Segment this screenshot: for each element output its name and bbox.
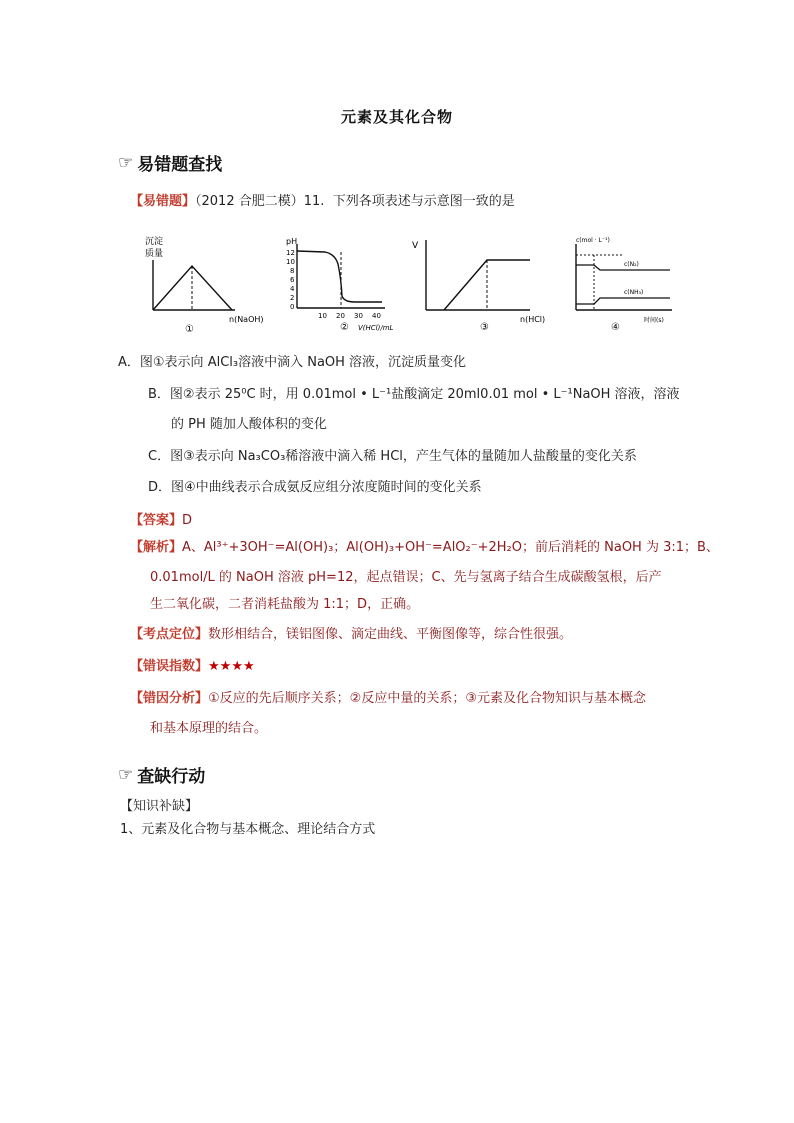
pointing-hand-icon: ☞ [118, 152, 134, 173]
fig2-y-tick: 0 [290, 303, 295, 311]
answer-line [130, 506, 192, 536]
fig2-x-tick: 30 [354, 312, 363, 320]
page-title: 元素及其化合物 [340, 108, 453, 126]
analysis-text-1: A、Al³⁺+3OH⁻=Al(OH)₃；Al(OH)₃+OH⁻=AlO₂⁻+2H₂O；前后消耗的 NaOH 为 3:1；B、 [182, 540, 719, 555]
fig4-series-1-label: c(N₂) [624, 261, 639, 268]
error-cause-text-1: ①反应的先后顺序关系；②反应中量的关系；③元素及化合物知识与基本概念 [208, 691, 646, 706]
answer-tag: 【答案】 [130, 513, 183, 528]
fig4-series-1-line [576, 265, 670, 270]
knowledge-item-1: 1、元素及化合物与基本概念、理论结合方式 [120, 822, 376, 837]
fig2-y-tick: 2 [290, 294, 295, 302]
fig2-y-tick: 12 [286, 249, 295, 257]
figure-strip [145, 230, 685, 350]
exam-point-line [130, 620, 572, 650]
fig2-x-label: V(HCl)/mL [358, 324, 394, 332]
figure-3 [412, 230, 560, 350]
figure-1 [145, 230, 285, 350]
fig2-x-tick: 40 [372, 312, 381, 320]
fig2-number: ② [340, 322, 349, 333]
figure-4 [572, 230, 685, 350]
figure-2 [280, 230, 410, 350]
pointing-hand-icon: ☞ [118, 764, 134, 785]
question-stem: 下列各项表述与示意图一致的是 [332, 194, 515, 209]
option-a-prefix: A．图①表示向 [118, 355, 208, 370]
question-line [130, 190, 515, 209]
fig4-series-2-label: c(NH₃) [624, 289, 644, 296]
analysis-tag: 【解析】 [130, 540, 183, 555]
fig4-number: ④ [611, 322, 620, 333]
option-a [118, 353, 466, 373]
fig4-y-label: c(mol · L⁻¹) [576, 237, 610, 244]
fig2-y-tick: 4 [290, 285, 295, 293]
error-index-tag: 【错误指数】 [130, 659, 209, 674]
fig1-x-label: n(NaOH) [229, 315, 264, 324]
fig1-y-label-1: 沉淀 [145, 237, 164, 247]
analysis-line1 [130, 533, 719, 563]
fig2-y-label: pH [286, 237, 298, 246]
option-c: C．图③表示向 Na₃CO₃稀溶液中滴入稀 HCl，产生气体的量随加人盐酸量的变化关系 [148, 449, 637, 464]
fig1-number: ① [185, 324, 194, 335]
fig3-x-label: n(HCl) [520, 315, 546, 324]
option-a-text: 溶液中滴入 NaOH 溶液，沉淀质量变化 [238, 355, 467, 370]
question-tag: 【易错题】 [130, 194, 196, 209]
fig4-series-2-line [576, 298, 670, 304]
error-cause-line1 [130, 684, 646, 714]
fig2-x-tick: 20 [336, 312, 345, 320]
analysis-line2: 0.01mol/L 的 NaOH 溶液 pH=12，起点错误；C、先与氢离子结合生成碳酸氢根，后产 [150, 570, 662, 585]
fig2-y-tick: 10 [286, 258, 295, 266]
section-heading-find-errors [118, 150, 222, 175]
analysis-line3: 生二氧化碳，二者消耗盐酸为 1:1；D，正确。 [150, 597, 420, 612]
error-cause-tag: 【错因分析】 [130, 691, 209, 706]
exam-point-tag: 【考点定位】 [130, 627, 209, 642]
answer-value: D [182, 513, 193, 528]
knowledge-tag: 【知识补缺】 [120, 799, 199, 814]
option-d: D．图④中曲线表示合成氨反应组分浓度随时间的变化关系 [148, 480, 482, 495]
section-label: 易错题查找 [137, 155, 223, 175]
fig2-y-tick: 6 [290, 276, 295, 284]
section-heading-fill-gaps [118, 762, 205, 787]
section-label: 查缺行动 [137, 767, 206, 787]
fig2-curve [297, 251, 382, 302]
fig1-y-label-2: 质量 [145, 249, 164, 259]
fig4-x-label: 时间(s) [644, 317, 664, 324]
fig3-y-label: V [412, 241, 419, 251]
error-cause-line2: 和基本原理的结合。 [150, 721, 268, 736]
question-source: （2012 合肥二模）11. [195, 194, 325, 209]
error-index-line [130, 652, 255, 682]
option-b-line2: 的 PH 随加人酸体积的变化 [171, 417, 327, 432]
star-rating-icon: ★★★★ [208, 659, 255, 674]
option-b-line1: B．图②表示 25⁰C 时，用 0.01mol • L⁻¹盐酸滴定 20ml0.01 mol • L⁻¹NaOH 溶液，溶液 [148, 387, 680, 402]
fig2-y-tick: 8 [290, 267, 295, 275]
exam-point-text: 数形相结合，镁铝图像、滴定曲线、平衡图像等，综合性很强。 [208, 627, 573, 642]
fig2-x-tick: 10 [318, 312, 327, 320]
fig3-number: ③ [480, 322, 489, 333]
option-a-formula: AlCl₃ [207, 355, 239, 370]
